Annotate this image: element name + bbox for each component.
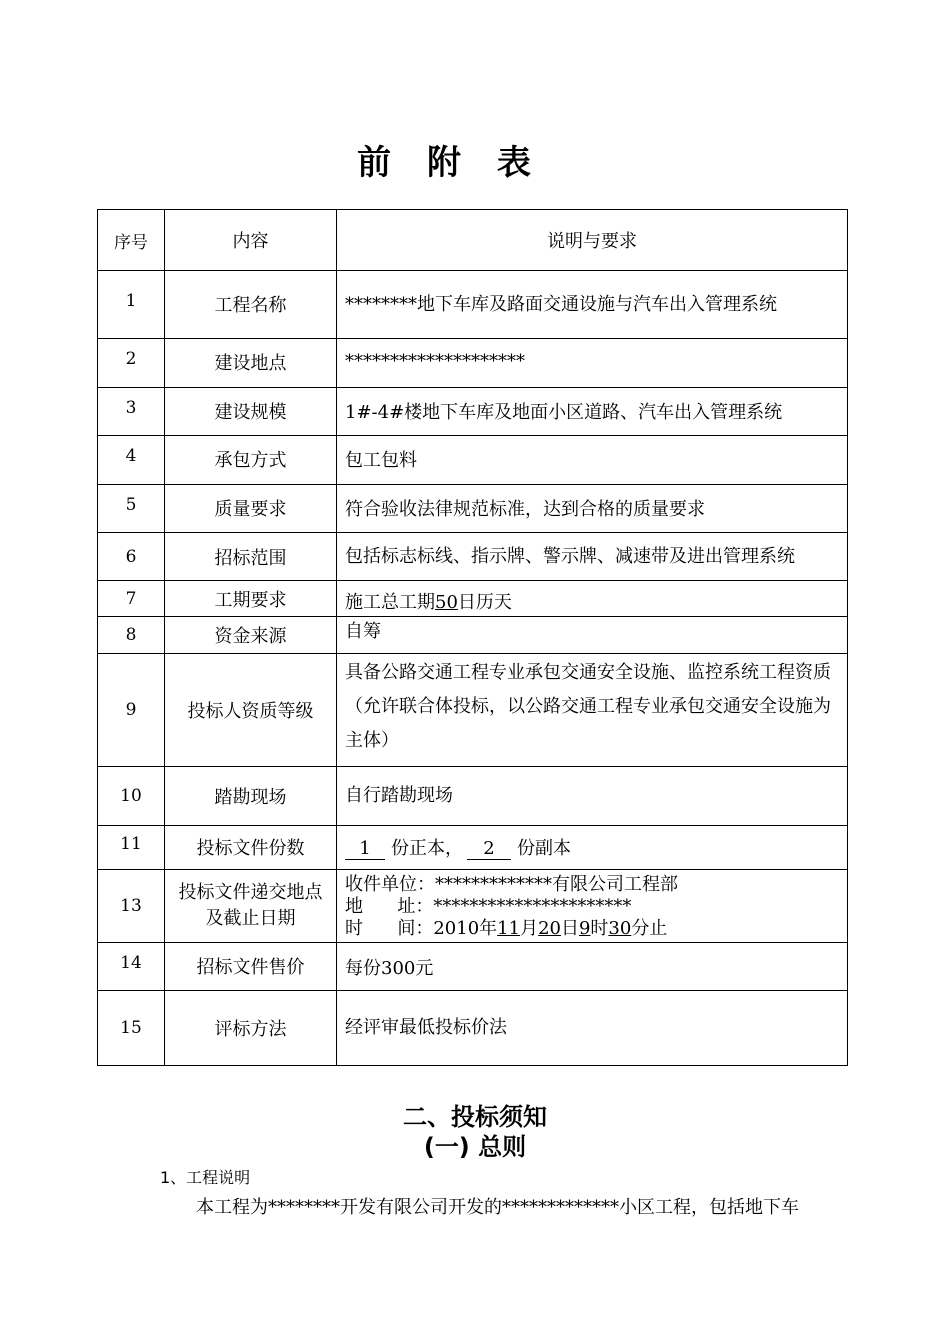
table-row xyxy=(98,870,848,943)
row-desc: 自行踏勘现场 xyxy=(337,767,848,826)
row-desc: 1#-4#楼地下车库及地面小区道路、汽车出入管理系统 xyxy=(337,388,848,436)
row-item: 资金来源 xyxy=(165,617,337,654)
duration-prefix: 施工总工期 xyxy=(345,592,435,614)
table-row xyxy=(98,339,848,388)
recipient-value: *************有限公司工程部 xyxy=(435,874,678,895)
month: 11 xyxy=(497,918,521,939)
row-no: 2 xyxy=(98,339,165,388)
row-item xyxy=(165,870,337,943)
row-no: 1 xyxy=(98,271,165,339)
copy-count: 2 xyxy=(467,839,511,860)
row-no: 7 xyxy=(98,581,165,617)
row-no: 15 xyxy=(98,991,165,1066)
table-row xyxy=(98,654,848,767)
table-row xyxy=(98,943,848,991)
row-desc: 每份300元 xyxy=(337,943,848,991)
year-unit: 年 xyxy=(479,918,498,939)
row-item: 招标文件售价 xyxy=(165,943,337,991)
month-unit: 月 xyxy=(520,918,539,939)
recipient-line xyxy=(345,874,841,896)
row-item-line1: 投标文件递交地点 xyxy=(178,882,323,903)
section-title: 二、投标须知 xyxy=(403,1103,547,1131)
row-no: 10 xyxy=(98,767,165,826)
row-no: 11 xyxy=(98,826,165,870)
row-desc: 自筹 xyxy=(337,617,848,654)
table-row xyxy=(98,388,848,436)
section-subtitle: (一) 总则 xyxy=(423,1133,527,1161)
recipient-label: 收件单位： xyxy=(345,874,435,895)
header-item: 内容 xyxy=(165,210,337,271)
page-title: 前 附 表 xyxy=(357,143,543,183)
year: 2010 xyxy=(433,918,480,939)
table-row xyxy=(98,485,848,533)
row-item: 评标方法 xyxy=(165,991,337,1066)
row-no: 4 xyxy=(98,436,165,485)
row-desc: ********地下车库及路面交通设施与汽车出入管理系统 xyxy=(337,271,848,339)
row-desc: 包工包料 xyxy=(337,436,848,485)
row-item: 招标范围 xyxy=(165,533,337,581)
table-row xyxy=(98,767,848,826)
table-row xyxy=(98,581,848,617)
row-no: 6 xyxy=(98,533,165,581)
row-item: 工期要求 xyxy=(165,581,337,617)
row-item-line2: 及截止日期 xyxy=(205,908,296,929)
day-unit: 日 xyxy=(560,918,579,939)
row-item: 建设规模 xyxy=(165,388,337,436)
table-row xyxy=(98,826,848,870)
row-item: 承包方式 xyxy=(165,436,337,485)
row-item: 工程名称 xyxy=(165,271,337,339)
time-label: 时 间： xyxy=(345,918,434,939)
original-count: 1 xyxy=(345,839,385,860)
row-item: 质量要求 xyxy=(165,485,337,533)
row-desc: 包括标志标线、指示牌、警示牌、减速带及进出管理系统 xyxy=(337,533,848,581)
attachment-table xyxy=(97,209,848,1066)
table-row xyxy=(98,271,848,339)
duration-days: 50 xyxy=(435,592,458,614)
header-desc: 说明与要求 xyxy=(337,210,848,271)
duration-suffix: 日历天 xyxy=(457,592,512,614)
row-no: 5 xyxy=(98,485,165,533)
row-desc: 符合验收法律规范标准，达到合格的质量要求 xyxy=(337,485,848,533)
row-desc: 具备公路交通工程专业承包交通安全设施、监控系统工程资质（允许联合体投标，以公路交通工程专业承包交通安全设施为主体） xyxy=(337,654,848,767)
section-heading: 1、工程说明 xyxy=(160,1168,251,1187)
row-no: 14 xyxy=(98,943,165,991)
row-desc xyxy=(337,581,848,617)
row-no: 13 xyxy=(98,870,165,943)
address-line xyxy=(345,896,841,918)
table-row xyxy=(98,436,848,485)
row-item: 踏勘现场 xyxy=(165,767,337,826)
row-desc xyxy=(337,826,848,870)
header-no: 序号 xyxy=(98,210,165,271)
time-line xyxy=(345,918,841,940)
section-body: 本工程为********开发有限公司开发的*************小区工程，包括地下车 xyxy=(196,1197,799,1218)
row-no: 9 xyxy=(98,654,165,767)
hour-unit: 时 xyxy=(590,918,609,939)
table-row xyxy=(98,533,848,581)
row-desc xyxy=(337,870,848,943)
row-desc: 经评审最低投标价法 xyxy=(337,991,848,1066)
hour: 9 xyxy=(578,918,591,939)
row-item: 建设地点 xyxy=(165,339,337,388)
minute-unit: 分止 xyxy=(631,918,668,939)
table-row xyxy=(98,991,848,1066)
minute: 30 xyxy=(608,918,632,939)
address-label: 地 址： xyxy=(345,896,434,917)
address-value: ********************** xyxy=(433,896,632,917)
row-desc: ******************** xyxy=(337,339,848,388)
row-no: 8 xyxy=(98,617,165,654)
row-item: 投标文件份数 xyxy=(165,826,337,870)
table-header-row xyxy=(98,210,848,271)
row-item: 投标人资质等级 xyxy=(165,654,337,767)
table-row xyxy=(98,617,848,654)
copy-label: 份副本 xyxy=(517,838,571,859)
day: 20 xyxy=(538,918,561,939)
original-label: 份正本， xyxy=(391,838,463,859)
row-no: 3 xyxy=(98,388,165,436)
